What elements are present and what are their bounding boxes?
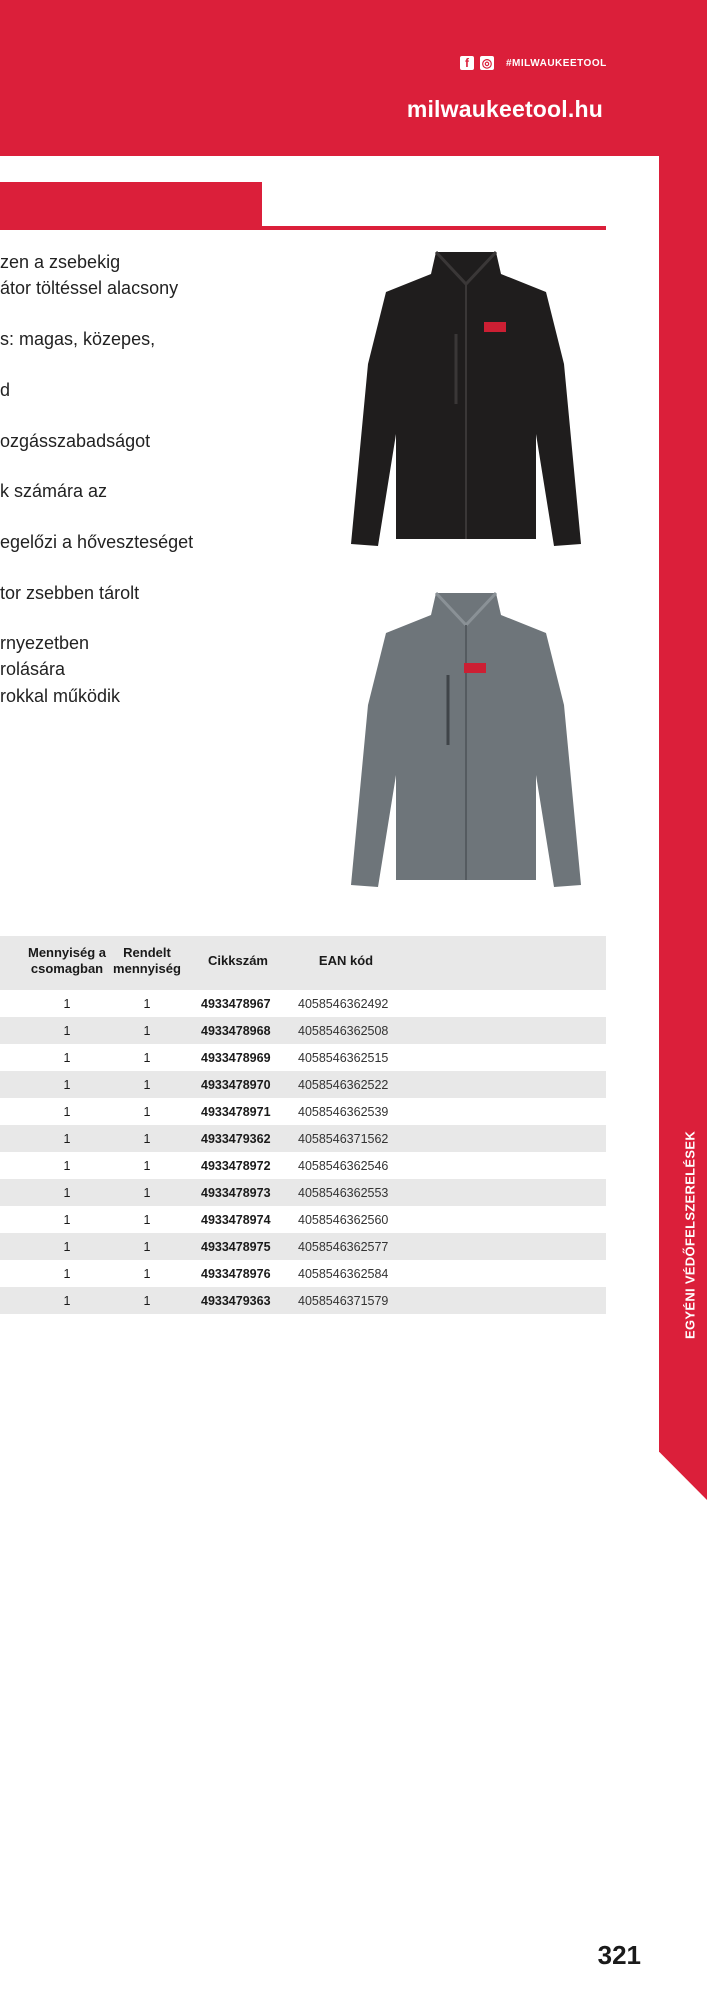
- cell-qty: 1: [63, 1132, 71, 1146]
- cell-order: 1: [143, 1078, 151, 1092]
- feature-line: rokkal működik: [0, 686, 121, 706]
- cell-ean: 4058546362522: [298, 1078, 389, 1092]
- cell-order: 1: [143, 1294, 151, 1308]
- cell-qty: 1: [63, 1051, 71, 1065]
- cell-order: 1: [143, 1132, 151, 1146]
- feature-line: egelőzi a hőveszteséget: [0, 532, 194, 552]
- cell-code: 4933478973: [201, 1186, 271, 1200]
- instagram-icon[interactable]: ◎: [481, 56, 493, 70]
- feature-line: s: magas, közepes,: [0, 329, 156, 349]
- feature-line: átor töltéssel alacsony: [0, 278, 179, 298]
- cell-order: 1: [143, 1186, 151, 1200]
- website-url[interactable]: milwaukeetool.hu: [406, 96, 603, 122]
- table-row: [0, 1206, 606, 1233]
- cell-qty: 1: [63, 1267, 71, 1281]
- cell-ean: 4058546362584: [298, 1267, 389, 1281]
- cell-code: 4933479362: [201, 1132, 271, 1146]
- social-links: [460, 56, 607, 70]
- feature-line: zen a zsebekig: [0, 252, 121, 272]
- feature-line: tor zsebben tárolt: [0, 583, 140, 603]
- cell-ean: 4058546362515: [298, 1051, 389, 1065]
- cell-code: 4933478974: [201, 1213, 271, 1227]
- grey-jacket-image: [336, 585, 596, 890]
- black-jacket-image: [336, 244, 596, 549]
- table-row: [0, 1017, 606, 1044]
- section-header-tab: [0, 182, 262, 228]
- header-band: [0, 0, 707, 156]
- cell-order: 1: [143, 1240, 151, 1254]
- feature-line: d: [0, 380, 11, 400]
- feature-line: ozgásszabadságot: [0, 431, 151, 451]
- cell-code: 4933478971: [201, 1105, 271, 1119]
- section-header-line: [0, 226, 606, 230]
- cell-order: 1: [143, 1024, 151, 1038]
- header-qty: Mennyiség a csomagban: [27, 945, 107, 976]
- feature-line: rnyezetben: [0, 633, 90, 653]
- table-row: [0, 1179, 606, 1206]
- cell-qty: 1: [63, 997, 71, 1011]
- cell-qty: 1: [63, 1294, 71, 1308]
- table-row: [0, 1098, 606, 1125]
- cell-qty: 1: [63, 1024, 71, 1038]
- table-body: [0, 990, 606, 1314]
- header-ean: EAN kód: [318, 953, 374, 968]
- page-number: 321: [597, 1940, 641, 1970]
- cell-qty: 1: [63, 1105, 71, 1119]
- cell-qty: 1: [63, 1213, 71, 1227]
- feature-line: rolására: [0, 659, 66, 679]
- header-code: Cikkszám: [208, 953, 268, 968]
- table-row: [0, 1287, 606, 1314]
- cell-ean: 4058546362553: [298, 1186, 389, 1200]
- cell-code: 4933479363: [201, 1294, 271, 1308]
- cell-ean: 4058546371562: [298, 1132, 389, 1146]
- cell-ean: 4058546371579: [298, 1294, 389, 1308]
- cell-ean: 4058546362577: [298, 1240, 389, 1254]
- facebook-icon[interactable]: f: [460, 56, 474, 70]
- cell-ean: 4058546362492: [298, 997, 389, 1011]
- cell-qty: 1: [63, 1240, 71, 1254]
- cell-ean: 4058546362546: [298, 1159, 389, 1173]
- table-row: [0, 990, 606, 1017]
- table-row: [0, 1125, 606, 1152]
- table-row: [0, 1152, 606, 1179]
- product-table: [0, 936, 606, 1314]
- category-label: EGYÉNI VÉDŐFELSZERELÉSEK: [682, 1130, 698, 1340]
- cell-order: 1: [143, 1105, 151, 1119]
- hashtag: #MILWAUKEETOOL: [506, 57, 607, 69]
- cell-ean: 4058546362539: [298, 1105, 389, 1119]
- cell-code: 4933478975: [201, 1240, 271, 1254]
- feature-line: k számára az: [0, 481, 108, 501]
- cell-qty: 1: [63, 1078, 71, 1092]
- cell-code: 4933478976: [201, 1267, 271, 1281]
- cell-code: 4933478968: [201, 1024, 271, 1038]
- cell-code: 4933478970: [201, 1078, 271, 1092]
- cell-order: 1: [143, 1213, 151, 1227]
- cell-order: 1: [143, 1159, 151, 1173]
- table-header: [0, 936, 606, 990]
- table-row: [0, 1233, 606, 1260]
- cell-order: 1: [143, 1267, 151, 1281]
- table-row: [0, 1071, 606, 1098]
- cell-order: 1: [143, 997, 151, 1011]
- table-row: [0, 1260, 606, 1287]
- cell-order: 1: [143, 1051, 151, 1065]
- cell-qty: 1: [63, 1186, 71, 1200]
- cell-ean: 4058546362560: [298, 1213, 389, 1227]
- cell-code: 4933478969: [201, 1051, 271, 1065]
- header-order: Rendelt mennyiség: [113, 945, 181, 976]
- cell-qty: 1: [63, 1159, 71, 1173]
- cell-code: 4933478972: [201, 1159, 271, 1173]
- cell-code: 4933478967: [201, 997, 271, 1011]
- cell-ean: 4058546362508: [298, 1024, 389, 1038]
- table-row: [0, 1044, 606, 1071]
